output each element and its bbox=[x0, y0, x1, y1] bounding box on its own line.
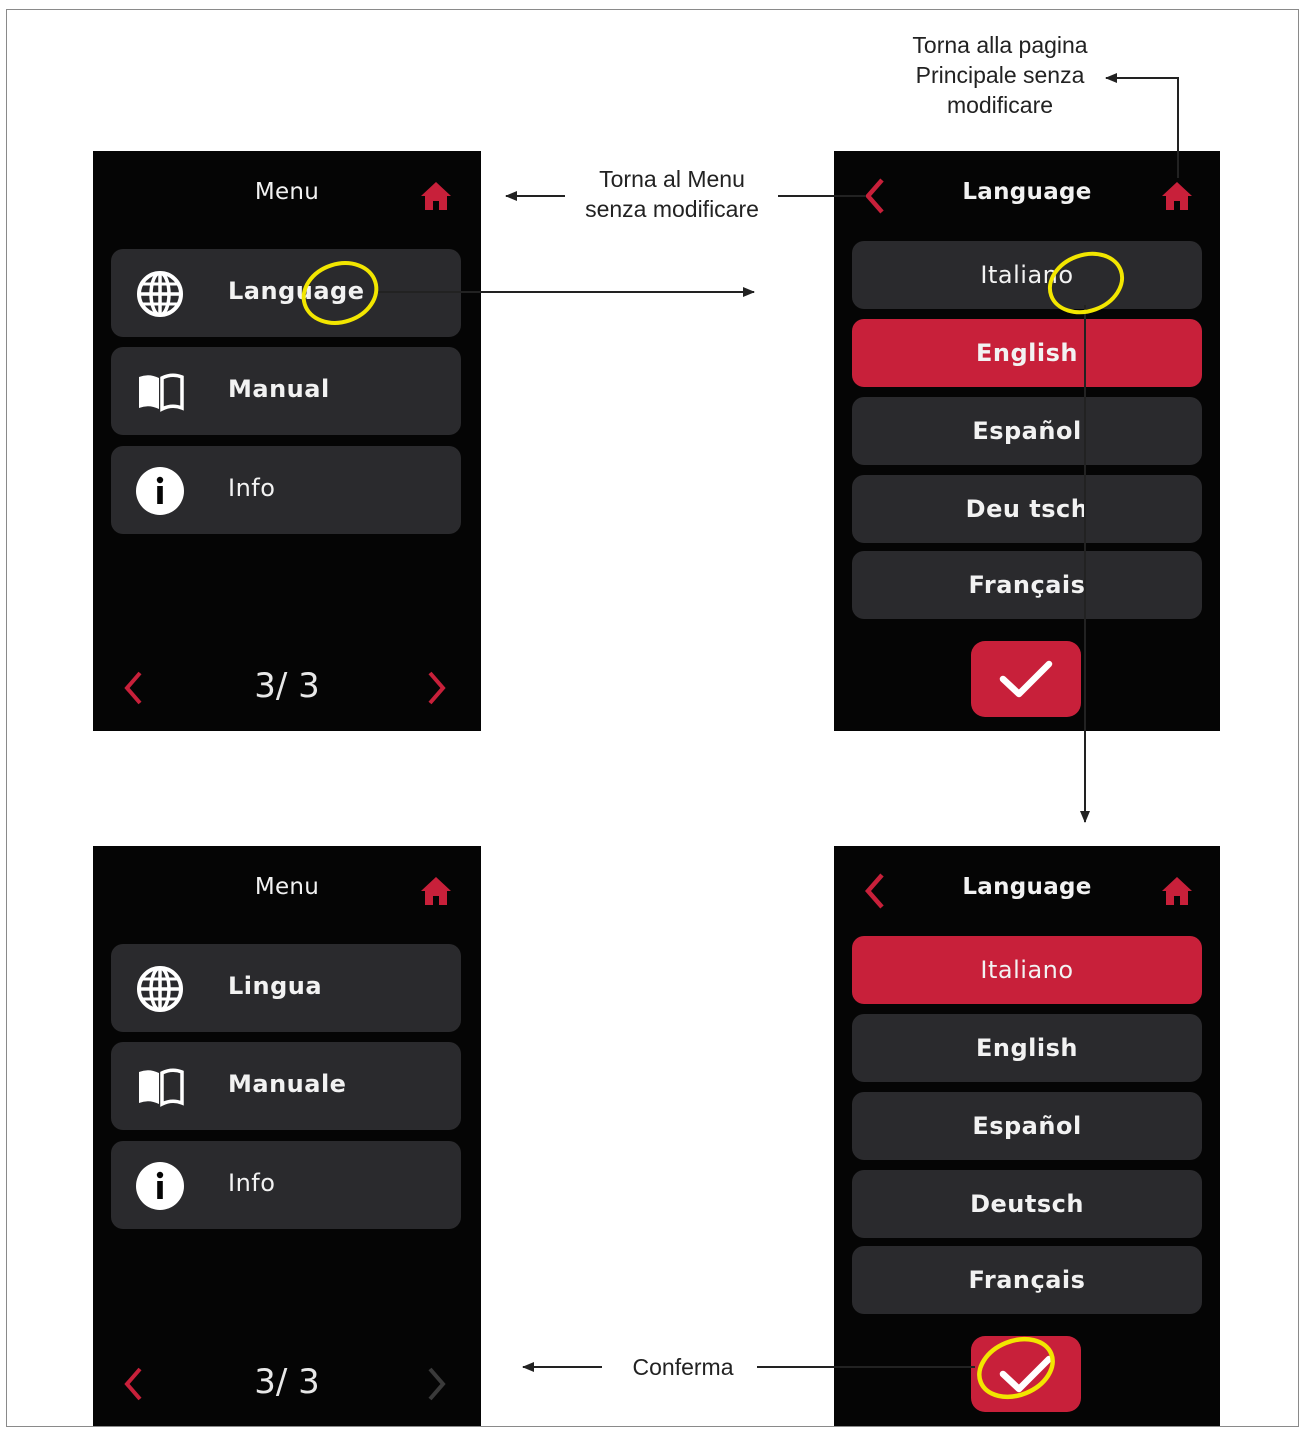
home-icon[interactable] bbox=[419, 874, 453, 908]
language-option-italiano[interactable]: Italiano bbox=[852, 241, 1202, 309]
language-option-francais[interactable]: Français bbox=[852, 1246, 1202, 1314]
menu-item-label: Lingua bbox=[228, 972, 323, 1000]
screen-menu-english bbox=[93, 151, 481, 731]
language-option-deutsch[interactable]: Deutsch bbox=[852, 1170, 1202, 1238]
pager bbox=[93, 666, 481, 712]
menu-item-manuale[interactable] bbox=[111, 1042, 461, 1130]
back-note bbox=[560, 164, 784, 224]
menu-item-info[interactable] bbox=[111, 1141, 461, 1229]
page-indicator: 3/ 3 bbox=[254, 666, 320, 706]
screen-title: Menu bbox=[254, 874, 320, 900]
menu-item-label: Info bbox=[228, 474, 276, 502]
screen-language-italiano bbox=[834, 846, 1220, 1426]
language-option-english[interactable]: English bbox=[852, 319, 1202, 387]
confirm-button[interactable] bbox=[971, 1336, 1081, 1412]
page-indicator: 3/ 3 bbox=[254, 1362, 320, 1402]
info-icon bbox=[135, 466, 185, 516]
menu-item-label: Language bbox=[228, 277, 365, 305]
menu-item-info[interactable] bbox=[111, 446, 461, 534]
screen-title: Language bbox=[962, 874, 1092, 900]
language-option-english[interactable]: English bbox=[852, 1014, 1202, 1082]
pager bbox=[93, 1362, 481, 1408]
chevron-right-icon bbox=[425, 1366, 447, 1402]
menu-item-label: Info bbox=[228, 1169, 276, 1197]
menu-item-language[interactable] bbox=[111, 249, 461, 337]
screen-title: Language bbox=[962, 179, 1092, 205]
checkmark-icon bbox=[998, 1352, 1054, 1396]
menu-item-label: Manuale bbox=[228, 1070, 347, 1098]
home-icon[interactable] bbox=[419, 179, 453, 213]
back-note-line: senza modificare bbox=[585, 196, 759, 222]
chevron-right-icon[interactable] bbox=[425, 670, 447, 706]
confirm-note: Conferma bbox=[632, 1354, 734, 1380]
screen-language-english bbox=[834, 151, 1220, 731]
home-note bbox=[880, 30, 1120, 120]
language-option-espanol[interactable]: Español bbox=[852, 1092, 1202, 1160]
book-icon bbox=[135, 1062, 185, 1112]
globe-icon bbox=[135, 964, 185, 1014]
menu-item-manual[interactable] bbox=[111, 347, 461, 435]
home-note-line: modificare bbox=[946, 92, 1054, 118]
language-option-espanol[interactable]: Español bbox=[852, 397, 1202, 465]
back-note-line: Torna al Menu bbox=[599, 166, 745, 192]
home-icon[interactable] bbox=[1160, 179, 1194, 213]
menu-item-label: Manual bbox=[228, 375, 330, 403]
checkmark-icon bbox=[998, 657, 1054, 701]
screen-title: Menu bbox=[254, 179, 320, 205]
language-option-deutsch[interactable]: Deu tsch bbox=[852, 475, 1202, 543]
confirm-button[interactable] bbox=[971, 641, 1081, 717]
screen-menu-italian bbox=[93, 846, 481, 1426]
menu-item-lingua[interactable] bbox=[111, 944, 461, 1032]
home-note-line: Torna alla pagina bbox=[912, 32, 1088, 58]
book-icon bbox=[135, 367, 185, 417]
globe-icon bbox=[135, 269, 185, 319]
home-note-line: Principale senza bbox=[915, 62, 1085, 88]
home-icon[interactable] bbox=[1160, 874, 1194, 908]
info-icon bbox=[135, 1161, 185, 1211]
language-option-italiano[interactable]: Italiano bbox=[852, 936, 1202, 1004]
language-option-francais[interactable]: Français bbox=[852, 551, 1202, 619]
